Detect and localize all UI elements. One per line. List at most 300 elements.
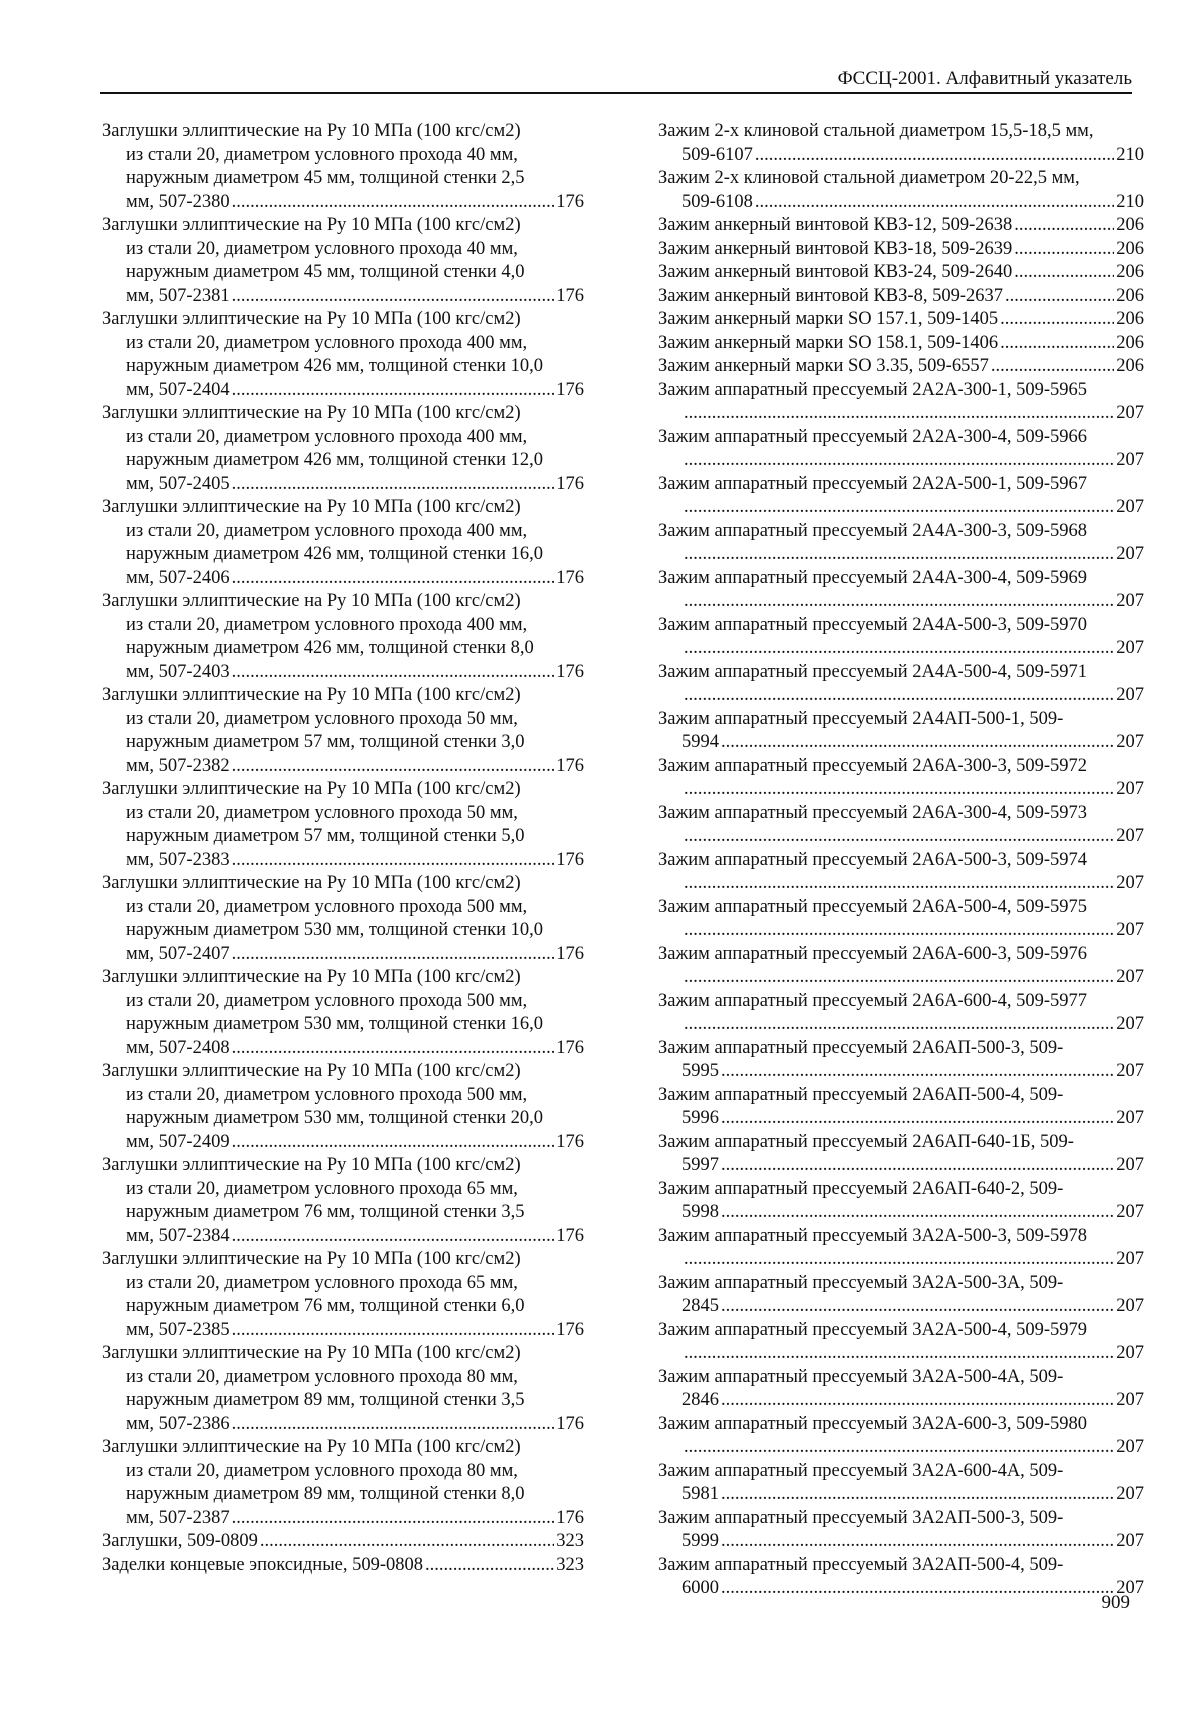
entry-text-last: 5994: [682, 732, 719, 752]
entry-text-line: наружным диаметром 76 мм, толщиной стенки 6,0: [126, 1296, 525, 1316]
entry-page-number: 176: [556, 943, 584, 964]
entry-leader-line: [658, 919, 1144, 943]
entry-text-line: Заглушки эллиптические на Ру 10 МПа (100 кгс/см2): [102, 403, 521, 423]
entry-text-line: Зажим аппаратный прессуемый 2А4А-300-4, 509-5969: [658, 567, 1087, 588]
entry-text-line: Зажим аппаратный прессуемый 3А2А-500-3, 509-5978: [658, 1225, 1087, 1246]
entry-leader-line: [658, 1436, 1144, 1460]
entry-leader-line: [102, 567, 584, 591]
entry-text-line: Зажим аппаратный прессуемый 2А6АП-640-1Б, 509-: [658, 1131, 1074, 1152]
entry-leader-line: [102, 191, 584, 215]
entry-leader-line: [658, 1013, 1144, 1037]
dot-leader: [260, 1530, 554, 1554]
entry-leader-line: [102, 379, 584, 403]
entry-text-line: наружным диаметром 426 мм, толщиной стенки 8,0: [126, 638, 534, 658]
dot-leader: [232, 1225, 555, 1249]
dot-leader: [991, 355, 1114, 379]
dot-leader: [721, 1577, 1114, 1601]
entry-leader-line: [658, 308, 1144, 332]
dot-leader: [232, 379, 555, 403]
entry-page-number: 210: [1116, 144, 1144, 165]
entry-leader-line: [658, 261, 1144, 285]
entry-page-number: 207: [1116, 826, 1144, 846]
entry-page-number: 207: [1116, 450, 1144, 470]
index-entry: [658, 661, 1144, 708]
entry-text-line: Зажим аппаратный прессуемый 3А2А-600-3, 509-5980: [658, 1413, 1087, 1434]
dot-leader: [684, 449, 1114, 473]
entry-leader-line: [658, 872, 1144, 896]
index-entry: [658, 520, 1144, 567]
entry-leader-line: [658, 355, 1144, 379]
entry-text-line: Зажим 2-х клиновой стальной диаметром 15,5-18,5 мм,: [658, 121, 1094, 141]
dot-leader: [232, 473, 555, 497]
entry-text-line: из стали 20, диаметром условного прохода 400 мм,: [126, 614, 528, 635]
entry-text-last: мм, 507-2403: [126, 661, 230, 682]
entry-text-last: мм, 507-2385: [126, 1319, 230, 1340]
index-entry: [658, 990, 1144, 1037]
entry-text-last: 6000: [682, 1578, 719, 1598]
dot-leader: [232, 1507, 555, 1531]
entry-page-number: 206: [1116, 215, 1144, 235]
entry-text-line: Зажим аппаратный прессуемый 3А2АП-500-4, 509-: [658, 1554, 1064, 1575]
entry-leader-line: [658, 1154, 1144, 1178]
entry-text-line: Зажим аппаратный прессуемый 3А2А-500-3А, 509-: [658, 1272, 1064, 1293]
entry-text-line: Заглушки эллиптические на Ру 10 МПа (100 кгс/см2): [102, 1249, 521, 1269]
entry-leader-line: [102, 755, 584, 779]
index-entry: [102, 1342, 584, 1436]
dot-leader: [232, 1413, 555, 1437]
page-header: [100, 62, 1132, 94]
entry-leader-line: [658, 238, 1144, 262]
index-entry: [658, 567, 1144, 614]
entry-page-number: 207: [1116, 591, 1144, 611]
entry-page-number: 207: [1116, 967, 1144, 987]
entry-page-number: 176: [556, 1507, 584, 1528]
entry-text-last: 5996: [682, 1108, 719, 1128]
dot-leader: [1000, 308, 1114, 332]
dot-leader: [232, 1319, 555, 1343]
entry-text-line: Заглушки эллиптические на Ру 10 МПа (100 кгс/см2): [102, 967, 521, 987]
entry-leader-line: [658, 543, 1144, 567]
index-entry: [658, 1178, 1144, 1225]
index-entry: [658, 261, 1144, 285]
entry-page-number: 176: [556, 379, 584, 400]
entry-page-number: 207: [1116, 1108, 1144, 1128]
index-entry: [658, 943, 1144, 990]
entry-text-line: Зажим аппаратный прессуемый 2А6А-300-4, 509-5973: [658, 802, 1087, 823]
dot-leader: [721, 1389, 1114, 1413]
entry-leader-line: [102, 285, 584, 309]
dot-leader: [232, 191, 555, 215]
index-entry: [102, 684, 584, 778]
dot-leader: [684, 684, 1114, 708]
dot-leader: [721, 1530, 1114, 1554]
index-entry: [658, 1131, 1144, 1178]
entry-text-line: наружным диаметром 530 мм, толщиной стенки 16,0: [126, 1014, 544, 1034]
entry-text-last: мм, 507-2384: [126, 1225, 230, 1246]
dot-leader: [721, 1060, 1114, 1084]
entry-leader-line: [658, 191, 1144, 215]
index-entry: [658, 1554, 1144, 1601]
entry-leader-line: [102, 1131, 584, 1155]
entry-text-last: Заделки концевые эпоксидные, 509-0808: [102, 1554, 424, 1575]
dot-leader: [232, 755, 555, 779]
entry-page-number: 207: [1116, 1296, 1144, 1316]
entry-leader-line: [658, 1389, 1144, 1413]
entry-text-line: из стали 20, диаметром условного прохода 40 мм,: [126, 238, 518, 259]
entry-text-line: Заглушки эллиптические на Ру 10 МПа (100 кгс/см2): [102, 309, 521, 329]
entry-page-number: 207: [1116, 1014, 1144, 1034]
index-entry: [102, 1248, 584, 1342]
index-entry: [658, 1319, 1144, 1366]
entry-page-number: 176: [556, 567, 584, 588]
entry-text-last: Зажим анкерный марки SO 3.35, 509-6557: [658, 356, 989, 376]
entry-page-number: 176: [556, 1037, 584, 1058]
entry-leader-line: [658, 590, 1144, 614]
index-entry: [658, 1460, 1144, 1507]
entry-leader-line: [658, 1201, 1144, 1225]
entry-page-number: 207: [1116, 732, 1144, 752]
entry-text-line: Зажим аппаратный прессуемый 2А6А-300-3, 509-5972: [658, 755, 1087, 776]
index-entry: [658, 1272, 1144, 1319]
entry-text-line: Зажим аппаратный прессуемый 3А2А-500-4А, 509-: [658, 1366, 1064, 1387]
index-entry: [658, 614, 1144, 661]
entry-text-line: из стали 20, диаметром условного прохода 80 мм,: [126, 1460, 518, 1481]
entry-text-last: мм, 507-2381: [126, 285, 230, 306]
entry-page-number: 207: [1116, 920, 1144, 940]
entry-text-last: мм, 507-2407: [126, 943, 230, 964]
entry-text-last: 5995: [682, 1061, 719, 1081]
entry-text-last: 5981: [682, 1484, 719, 1504]
entry-text-last: 2845: [682, 1296, 719, 1316]
index-entry: [102, 1554, 584, 1578]
entry-text-line: Зажим аппаратный прессуемый 2А2А-300-4, 509-5966: [658, 426, 1087, 447]
dot-leader: [721, 731, 1114, 755]
index-entry: [102, 778, 584, 872]
entry-text-line: Заглушки эллиптические на Ру 10 МПа (100 кгс/см2): [102, 873, 521, 893]
dot-leader: [1000, 332, 1114, 356]
entry-text-last: 509-6107: [682, 144, 753, 165]
entry-text-line: из стали 20, диаметром условного прохода 50 мм,: [126, 708, 518, 729]
entry-text-line: наружным диаметром 426 мм, толщиной стенки 16,0: [126, 544, 544, 564]
entry-page-number: 207: [1116, 1531, 1144, 1551]
entry-text-line: Зажим 2-х клиновой стальной диаметром 20-22,5 мм,: [658, 168, 1080, 188]
dot-leader: [684, 543, 1114, 567]
entry-leader-line: [658, 144, 1144, 168]
entry-page-number: 207: [1116, 403, 1144, 423]
dot-leader: [684, 919, 1114, 943]
entry-page-number: 207: [1116, 1437, 1144, 1457]
entry-text-last: Зажим анкерный винтовой КВЗ-12, 509-2638: [658, 215, 1013, 235]
entry-leader-line: [102, 661, 584, 685]
entry-page-number: 176: [556, 473, 584, 494]
index-entry: [658, 426, 1144, 473]
index-entry: [658, 379, 1144, 426]
dot-leader: [684, 590, 1114, 614]
entry-page-number: 210: [1116, 191, 1144, 212]
dot-leader: [1014, 214, 1114, 238]
dot-leader: [721, 1483, 1114, 1507]
dot-leader: [684, 1436, 1114, 1460]
entry-text-line: Зажим аппаратный прессуемый 3А2А-500-4, 509-5979: [658, 1319, 1087, 1340]
index-entry: [658, 167, 1144, 214]
entry-text-last: Зажим анкерный винтовой КВЗ-24, 509-2640: [658, 262, 1013, 282]
entry-text-line: из стали 20, диаметром условного прохода 500 мм,: [126, 990, 528, 1011]
index-entry: [658, 238, 1144, 262]
entry-text-last: мм, 507-2382: [126, 755, 230, 776]
entry-text-line: Зажим аппаратный прессуемый 2А6А-500-4, 509-5975: [658, 896, 1087, 917]
index-column-left: [102, 120, 584, 1577]
entry-leader-line: [658, 731, 1144, 755]
entry-text-last: Заглушки, 509-0809: [102, 1531, 258, 1551]
dot-leader: [684, 1248, 1114, 1272]
dot-leader: [232, 1037, 555, 1061]
entry-text-line: Зажим аппаратный прессуемый 2А6АП-640-2, 509-: [658, 1178, 1064, 1199]
entry-text-last: мм, 507-2409: [126, 1131, 230, 1152]
entry-text-line: наружным диаметром 89 мм, толщиной стенки 3,5: [126, 1390, 525, 1410]
entry-text-line: Заглушки эллиптические на Ру 10 МПа (100 кгс/см2): [102, 685, 521, 705]
entry-page-number: 207: [1116, 1578, 1144, 1598]
entry-page-number: 176: [556, 191, 584, 212]
dot-leader: [684, 966, 1114, 990]
entry-leader-line: [102, 943, 584, 967]
dot-leader: [684, 637, 1114, 661]
index-entry: [102, 308, 584, 402]
dot-leader: [1014, 261, 1114, 285]
entry-page-number: 323: [556, 1531, 584, 1551]
index-entry: [102, 402, 584, 496]
entry-leader-line: [658, 1577, 1144, 1601]
entry-page-number: 207: [1116, 497, 1144, 517]
index-entry: [658, 308, 1144, 332]
entry-leader-line: [102, 1507, 584, 1531]
index-entry: [102, 120, 584, 214]
entry-leader-line: [102, 473, 584, 497]
entry-text-line: наружным диаметром 45 мм, толщиной стенки 2,5: [126, 168, 525, 188]
index-entry: [102, 1060, 584, 1154]
entry-text-last: мм, 507-2386: [126, 1413, 230, 1434]
entry-text-last: 5999: [682, 1531, 719, 1551]
dot-leader: [684, 825, 1114, 849]
entry-page-number: 176: [556, 1131, 584, 1152]
entry-text-line: Зажим аппаратный прессуемый 2А2А-300-1, 509-5965: [658, 379, 1087, 400]
entry-leader-line: [658, 285, 1144, 309]
entry-leader-line: [658, 332, 1144, 356]
entry-leader-line: [658, 1342, 1144, 1366]
entry-text-line: из стали 20, диаметром условного прохода 400 мм,: [126, 520, 528, 541]
entry-leader-line: [658, 1483, 1144, 1507]
dot-leader: [684, 1013, 1114, 1037]
entry-leader-line: [658, 214, 1144, 238]
entry-page-number: 207: [1116, 1202, 1144, 1222]
entry-page-number: 207: [1116, 779, 1144, 799]
entry-page-number: 206: [1116, 356, 1144, 376]
entry-text-line: Зажим аппаратный прессуемый 2А6А-600-3, 509-5976: [658, 943, 1087, 964]
entry-leader-line: [102, 1037, 584, 1061]
entry-text-last: мм, 507-2383: [126, 849, 230, 870]
entry-text-line: из стали 20, диаметром условного прохода 50 мм,: [126, 802, 518, 823]
index-entry: [658, 214, 1144, 238]
entry-page-number: 207: [1116, 685, 1144, 705]
entry-leader-line: [658, 1248, 1144, 1272]
index-entry: [658, 1366, 1144, 1413]
entry-text-line: из стали 20, диаметром условного прохода 40 мм,: [126, 144, 518, 165]
index-entry: [658, 120, 1144, 167]
index-entry: [102, 590, 584, 684]
entry-text-last: мм, 507-2380: [126, 191, 230, 212]
entry-text-last: мм, 507-2387: [126, 1507, 230, 1528]
entry-page-number: 176: [556, 661, 584, 682]
index-entry: [658, 1225, 1144, 1272]
entry-page-number: 176: [556, 1319, 584, 1340]
entry-text-line: Зажим аппаратный прессуемый 2А2А-500-1, 509-5967: [658, 473, 1087, 494]
dot-leader: [684, 778, 1114, 802]
dot-leader: [232, 661, 555, 685]
index-entry: [102, 872, 584, 966]
header-title: ФССЦ-2001. Алфавитный указатель: [837, 68, 1132, 89]
entry-leader-line: [102, 1413, 584, 1437]
dot-leader: [755, 191, 1114, 215]
entry-page-number: 176: [556, 1413, 584, 1434]
index-entry: [658, 1413, 1144, 1460]
dot-leader: [721, 1201, 1114, 1225]
dot-leader: [232, 849, 555, 873]
index-entry: [658, 708, 1144, 755]
index-entry: [658, 332, 1144, 356]
dot-leader: [755, 144, 1114, 168]
entry-page-number: 207: [1116, 1343, 1144, 1363]
index-entry: [658, 285, 1144, 309]
index-entry: [658, 473, 1144, 520]
entry-text-line: Заглушки эллиптические на Ру 10 МПа (100 кгс/см2): [102, 1155, 521, 1175]
entry-page-number: 206: [1116, 285, 1144, 306]
entry-leader-line: [102, 1225, 584, 1249]
dot-leader: [721, 1154, 1114, 1178]
index-entry: [658, 1507, 1144, 1554]
entry-text-last: Зажим анкерный марки SO 158.1, 509-1406: [658, 332, 999, 353]
entry-text-last: мм, 507-2406: [126, 567, 230, 588]
entry-page-number: 207: [1116, 638, 1144, 658]
entry-text-line: из стали 20, диаметром условного прохода 500 мм,: [126, 1084, 528, 1105]
entry-leader-line: [658, 966, 1144, 990]
entry-text-line: Зажим аппаратный прессуемый 2А4А-500-4, 509-5971: [658, 661, 1087, 682]
entry-leader-line: [102, 1530, 584, 1554]
entry-leader-line: [658, 1107, 1144, 1131]
dot-leader: [232, 1131, 555, 1155]
index-entry: [102, 496, 584, 590]
entry-text-last: 5998: [682, 1202, 719, 1222]
entry-text-last: 509-6108: [682, 191, 753, 212]
index-entry: [658, 1037, 1144, 1084]
entry-page-number: 176: [556, 285, 584, 306]
entry-text-last: мм, 507-2408: [126, 1037, 230, 1058]
entry-text-line: наружным диаметром 45 мм, толщиной стенки 4,0: [126, 262, 525, 282]
entry-leader-line: [658, 496, 1144, 520]
entry-leader-line: [658, 402, 1144, 426]
entry-leader-line: [658, 449, 1144, 473]
entry-text-last: мм, 507-2404: [126, 379, 230, 400]
entry-text-line: Заглушки эллиптические на Ру 10 МПа (100 кгс/см2): [102, 591, 521, 611]
entry-text-line: из стали 20, диаметром условного прохода 65 мм,: [126, 1178, 518, 1199]
entry-leader-line: [658, 684, 1144, 708]
entry-text-line: Зажим аппаратный прессуемый 3А2А-600-4А, 509-: [658, 1460, 1064, 1481]
entry-text-last: Зажим анкерный винтовой КВЗ-18, 509-2639: [658, 238, 1013, 259]
dot-leader: [721, 1107, 1114, 1131]
entry-leader-line: [658, 1295, 1144, 1319]
dot-leader: [232, 567, 555, 591]
dot-leader: [232, 285, 555, 309]
entry-text-line: Заглушки эллиптические на Ру 10 МПа (100 кгс/см2): [102, 215, 521, 235]
index-entry: [658, 755, 1144, 802]
entry-text-line: из стали 20, диаметром условного прохода 500 мм,: [126, 896, 528, 917]
dot-leader: [684, 872, 1114, 896]
entry-text-line: Зажим аппаратный прессуемый 2А6АП-500-3, 509-: [658, 1037, 1064, 1058]
entry-text-line: из стали 20, диаметром условного прохода 400 мм,: [126, 332, 528, 353]
entry-text-line: Заглушки эллиптические на Ру 10 МПа (100 кгс/см2): [102, 497, 521, 517]
entry-text-line: Зажим аппаратный прессуемый 2А6А-500-3, 509-5974: [658, 849, 1087, 870]
entry-page-number: 207: [1116, 1484, 1144, 1504]
dot-leader: [1014, 238, 1114, 262]
entry-page-number: 176: [556, 849, 584, 870]
entry-text-line: Зажим аппаратный прессуемый 2А4А-500-3, 509-5970: [658, 614, 1087, 635]
entry-leader-line: [102, 849, 584, 873]
entry-page-number: 206: [1116, 332, 1144, 353]
dot-leader: [232, 943, 555, 967]
dot-leader: [1005, 285, 1114, 309]
entry-page-number: 207: [1116, 1155, 1144, 1175]
entry-leader-line: [658, 825, 1144, 849]
entry-text-line: Заглушки эллиптические на Ру 10 МПа (100 кгс/см2): [102, 121, 521, 141]
entry-page-number: 207: [1116, 1390, 1144, 1410]
index-entry: [102, 966, 584, 1060]
entry-text-last: 2846: [682, 1390, 719, 1410]
index-entry: [658, 355, 1144, 379]
dot-leader: [684, 496, 1114, 520]
entry-page-number: 323: [556, 1554, 584, 1575]
entry-text-line: из стали 20, диаметром условного прохода 400 мм,: [126, 426, 528, 447]
entry-text-line: наружным диаметром 76 мм, толщиной стенки 3,5: [126, 1202, 525, 1222]
dot-leader: [684, 1342, 1114, 1366]
entry-page-number: 207: [1116, 873, 1144, 893]
entry-text-line: Зажим аппаратный прессуемый 2А6А-600-4, 509-5977: [658, 990, 1087, 1011]
entry-page-number: 206: [1116, 309, 1144, 329]
entry-leader-line: [658, 778, 1144, 802]
entry-text-line: наружным диаметром 426 мм, толщиной стенки 10,0: [126, 356, 544, 376]
entry-text-line: наружным диаметром 57 мм, толщиной стенки 3,0: [126, 732, 525, 752]
index-entry: [102, 1436, 584, 1530]
index-entry: [102, 214, 584, 308]
page-number: 909: [1101, 1592, 1130, 1613]
entry-text-line: из стали 20, диаметром условного прохода 80 мм,: [126, 1366, 518, 1387]
index-entry: [658, 896, 1144, 943]
entry-page-number: 206: [1116, 238, 1144, 259]
entry-text-line: наружным диаметром 89 мм, толщиной стенки 8,0: [126, 1484, 525, 1504]
index-entry: [658, 1084, 1144, 1131]
entry-page-number: 207: [1116, 1061, 1144, 1081]
entry-leader-line: [102, 1554, 584, 1578]
entry-page-number: 207: [1116, 544, 1144, 564]
entry-page-number: 206: [1116, 262, 1144, 282]
entry-text-line: Заглушки эллиптические на Ру 10 МПа (100 кгс/см2): [102, 1343, 521, 1363]
entry-leader-line: [658, 1530, 1144, 1554]
dot-leader: [425, 1554, 554, 1578]
dot-leader: [721, 1295, 1114, 1319]
entry-leader-line: [658, 1060, 1144, 1084]
entry-text-last: мм, 507-2405: [126, 473, 230, 494]
entry-text-line: наружным диаметром 57 мм, толщиной стенки 5,0: [126, 826, 525, 846]
entry-text-line: из стали 20, диаметром условного прохода 65 мм,: [126, 1272, 518, 1293]
entry-text-line: Заглушки эллиптические на Ру 10 МПа (100 кгс/см2): [102, 779, 521, 799]
index-entry: [658, 802, 1144, 849]
